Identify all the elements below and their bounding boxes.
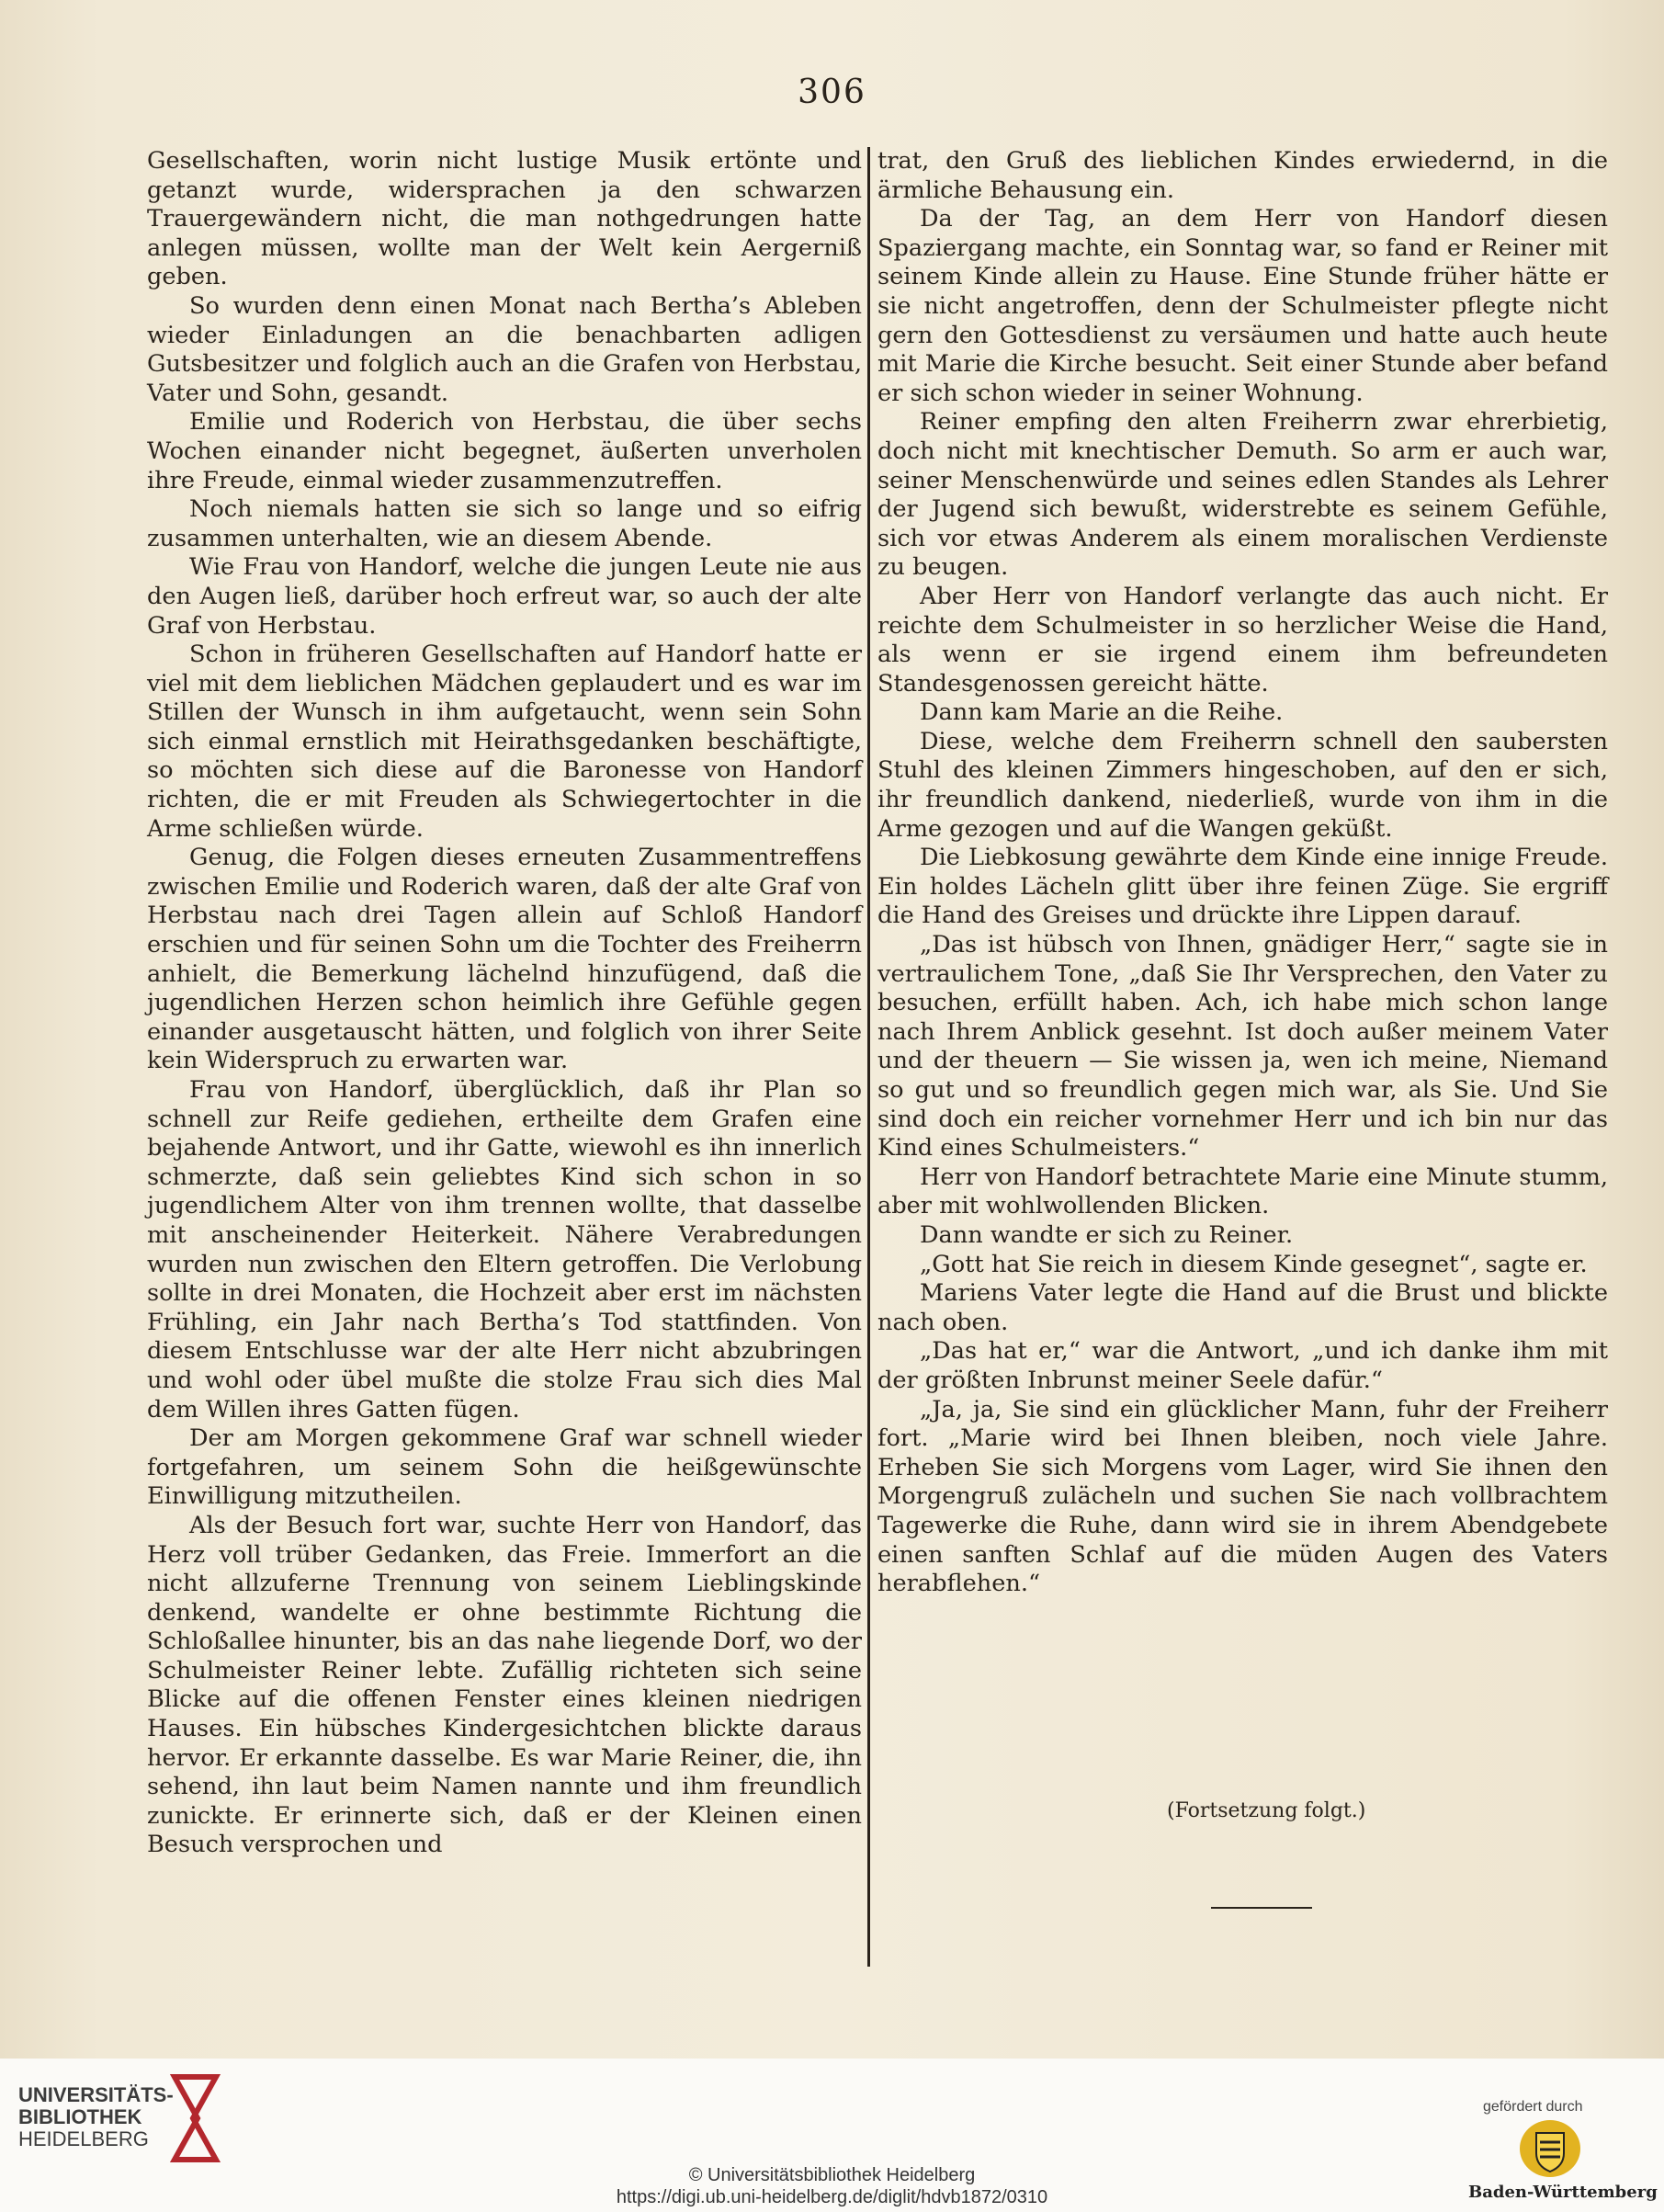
end-rule xyxy=(1211,1907,1312,1909)
paragraph: Herr von Handorf betrachtete Marie eine Minute stumm, aber mit wohlwollenden Blicken. xyxy=(877,1163,1608,1220)
paragraph: Dann wandte er sich zu Reiner. xyxy=(920,1220,1294,1249)
library-logo-line: UNIVERSITÄTS- xyxy=(18,2083,174,2106)
permalink-url[interactable]: https://digi.ub.uni-heidelberg.de/diglit/hdvb1872/0310 xyxy=(616,2187,1048,2207)
left-column xyxy=(147,147,862,1860)
library-logo[interactable] xyxy=(18,2084,174,2150)
paragraph: Wie Frau von Handorf, welche die jungen Leute nie aus den Augen ließ, darüber hoch erfreut war, so auch der alte Graf von Herbstau. xyxy=(147,553,862,640)
continuation-note: (Fortsetzung folgt.) xyxy=(1167,1799,1366,1822)
paragraph: Schon in früheren Gesellschaften auf Handorf hatte er viel mit dem lieblichen Mädchen geplaudert und es war im Stillen der Wunsch in ihm aufgetaucht, wenn sein Sohn sich einmal ernstlich mit Heirathsgedanken beschäftigte, so möchten sich diese auf die Baronesse von Handorf richten, die er mit Freuden als Schwiegertochter in die Arme schließen würde. xyxy=(147,641,862,843)
library-logo-line: HEIDELBERG xyxy=(18,2127,149,2150)
paragraph: So wurden denn einen Monat nach Bertha’s Ableben wieder Einladungen an die benachbarten adligen Gutsbesitzer und folglich auch an die Grafen von Herbstau, Vater und Sohn, gesandt. xyxy=(147,291,862,407)
paragraph: „Gott hat Sie reich in diesem Kinde gesegnet“, sagte er. xyxy=(920,1250,1588,1278)
sponsor-label: gefördert durch xyxy=(1483,2099,1583,2115)
paragraph: Dann kam Marie an die Reihe. xyxy=(920,698,1284,727)
right-column xyxy=(877,147,1608,1599)
paragraph: Genug, die Folgen dieses erneuten Zusammentreffens zwischen Emilie und Roderich waren, daß der alte Graf von Herbstau nach drei Tagen allein auf Schloß Handorf erschien und für seinen Sohn um die Tochter des Freiherrn anhielt, die Bemerkung lächelnd hinzufügend, daß die jugendlichen Herzen schon heimlich ihre Gefühle gegen einander ausgetauscht hätten, und folglich von ihrer Seite kein Widerspruch zu erwarten war. xyxy=(147,844,862,1075)
column-divider xyxy=(867,147,870,1967)
sponsor-name: Baden-Württemberg xyxy=(1468,2183,1658,2202)
paragraph: „Das hat er,“ war die Antwort, „und ich danke ihm mit der größten Inbrunst meiner Seele dafür.“ xyxy=(877,1337,1608,1394)
paragraph: Gesellschaften, worin nicht lustige Musik ertönte und getanzt wurde, widersprachen ja den schwarzen Trauergewändern nicht, die man nothgedrungen hatte anlegen müssen, wollte man der Welt kein Aergerniß geben. xyxy=(147,147,862,291)
library-logo-line: BIBLIOTHEK xyxy=(18,2105,142,2128)
paragraph: Die Liebkosung gewährte dem Kinde eine innige Freude. Ein holdes Lächeln glitt über ihre feinen Züge. Sie ergriff die Hand des Greises und drückte ihre Lippen darauf. xyxy=(877,844,1608,930)
page-number: 306 xyxy=(798,74,866,111)
library-logo-icon xyxy=(165,2072,221,2164)
copyright-text: © Universitätsbibliothek Heidelberg xyxy=(688,2165,976,2185)
paragraph: Noch niemals hatten sie sich so lange und so eifrig zusammen unterhalten, wie an diesem Abende. xyxy=(147,495,862,552)
paragraph: Da der Tag, an dem Herr von Handorf diesen Spaziergang machte, ein Sonntag war, so fand er Reiner mit seinem Kinde allein zu Hause. Eine Stunde früher hätte er sie nicht angetroffen, denn der Schulmeister pflegte nicht gern den Gottesdienst zu versäumen und hatte auch heute mit Marie die Kirche besucht. Seit einer Stunde aber befand er sich schon wieder in seiner Wohnung. xyxy=(877,205,1608,407)
paragraph: Reiner empfing den alten Freiherrn zwar ehrerbietig, doch nicht mit knechtischer Demuth. So arm er auch war, seiner Menschenwürde und seines edlen Standes als Lehrer der Jugend sich bewußt, widerstrebte es seinem Gefühle, sich vor etwas Anderem als einem moralischen Verdienste zu beugen. xyxy=(877,408,1608,582)
paragraph: Der am Morgen gekommene Graf war schnell wieder fortgefahren, um seinem Sohn die heißgewünschte Einwilligung mitzutheilen. xyxy=(147,1424,862,1511)
paragraph: Frau von Handorf, überglücklich, daß ihr Plan so schnell zur Reife gediehen, ertheilte dem Grafen eine bejahende Antwort, und ihr Gatte, wiewohl es ihn innerlich schmerzte, daß sein geliebtes Kind sich schon in so jugendlichem Alter von ihm trennen wollte, that dasselbe mit anscheinender Heiterkeit. Nähere Verabredungen wurden nun zwischen den Eltern getroffen. Die Verlobung sollte in drei Monaten, die Hochzeit aber erst im nächsten Frühling, ein Jahr nach Bertha’s Tod stattfinden. Von diesem Entschlusse war der alte Herr nicht abzubringen und wohl oder übel mußte die stolze Frau sich dies Mal dem Willen ihres Gatten fügen. xyxy=(147,1076,862,1424)
paragraph: Emilie und Roderich von Herbstau, die über sechs Wochen einander nicht begegnet, äußerten unverholen ihre Freude, einmal wieder zusammenzutreffen. xyxy=(147,408,862,494)
paragraph: trat, den Gruß des lieblichen Kindes erwiedernd, in die ärmliche Behausung ein. xyxy=(877,147,1608,204)
paragraph: Aber Herr von Handorf verlangte das auch nicht. Er reichte dem Schulmeister in so herzlicher Weise die Hand, als wenn er sie irgend einem ihm befreundeten Standesgenossen gereicht hätte. xyxy=(877,582,1608,698)
paragraph: Als der Besuch fort war, suchte Herr von Handorf, das Herz voll trüber Gedanken, das Freie. Immerfort an die nicht allzuferne Trennung von seinem Lieblingskinde denkend, wandelte er ohne bestimmte Richtung die Schloßallee hinunter, bis an das nahe liegende Dorf, wo der Schulmeister Reiner lebte. Zufällig richteten sich seine Blicke auf die offenen Fenster eines kleinen niedrigen Hauses. Ein hübsches Kindergesichtchen blickte daraus hervor. Er erkannte dasselbe. Es war Marie Reiner, die, ihn sehend, ihn laut beim Namen nannte und ihm freundlich zunickte. Er erinnerte sich, daß er der Kleinen einen Besuch versprochen und xyxy=(147,1511,862,1859)
paragraph: Mariens Vater legte die Hand auf die Brust und blickte nach oben. xyxy=(877,1279,1608,1336)
state-crest-icon xyxy=(1518,2118,1582,2179)
paragraph: Diese, welche dem Freiherrn schnell den saubersten Stuhl des kleinen Zimmers hingeschoben, auf den er sich, ihr freundlich dankend, niederließ, wurde von ihm in die Arme gezogen und auf die Wangen geküßt. xyxy=(877,727,1608,843)
paragraph: „Das ist hübsch von Ihnen, gnädiger Herr,“ sagte sie in vertraulichem Tone, „daß Sie Ihr Versprechen, den Vater zu besuchen, erfüllt haben. Ach, ich habe mich schon lange nach Ihrem Anblick gesehnt. Ist doch außer meinem Vater und der theuern — Sie wissen ja, wen ich meine, Niemand so gut und so freundlich gegen mich war, als Sie. Und Sie sind doch ein reicher vornehmer Herr und ich bin nur das Kind eines Schulmeisters.“ xyxy=(877,931,1608,1163)
paragraph: „Ja, ja, Sie sind ein glücklicher Mann, fuhr der Freiherr fort. „Marie wird bei Ihnen bleiben, noch viele Jahre. Erheben Sie sich Morgens vom Lager, wird Sie ihnen den Morgengruß zulächeln und suchen Sie nach vollbrachtem Tagewerke die Ruhe, dann wird sie in ihrem Abendgebete einen sanften Schlaf auf die müden Augen des Vaters herabflehen.“ xyxy=(877,1395,1608,1598)
